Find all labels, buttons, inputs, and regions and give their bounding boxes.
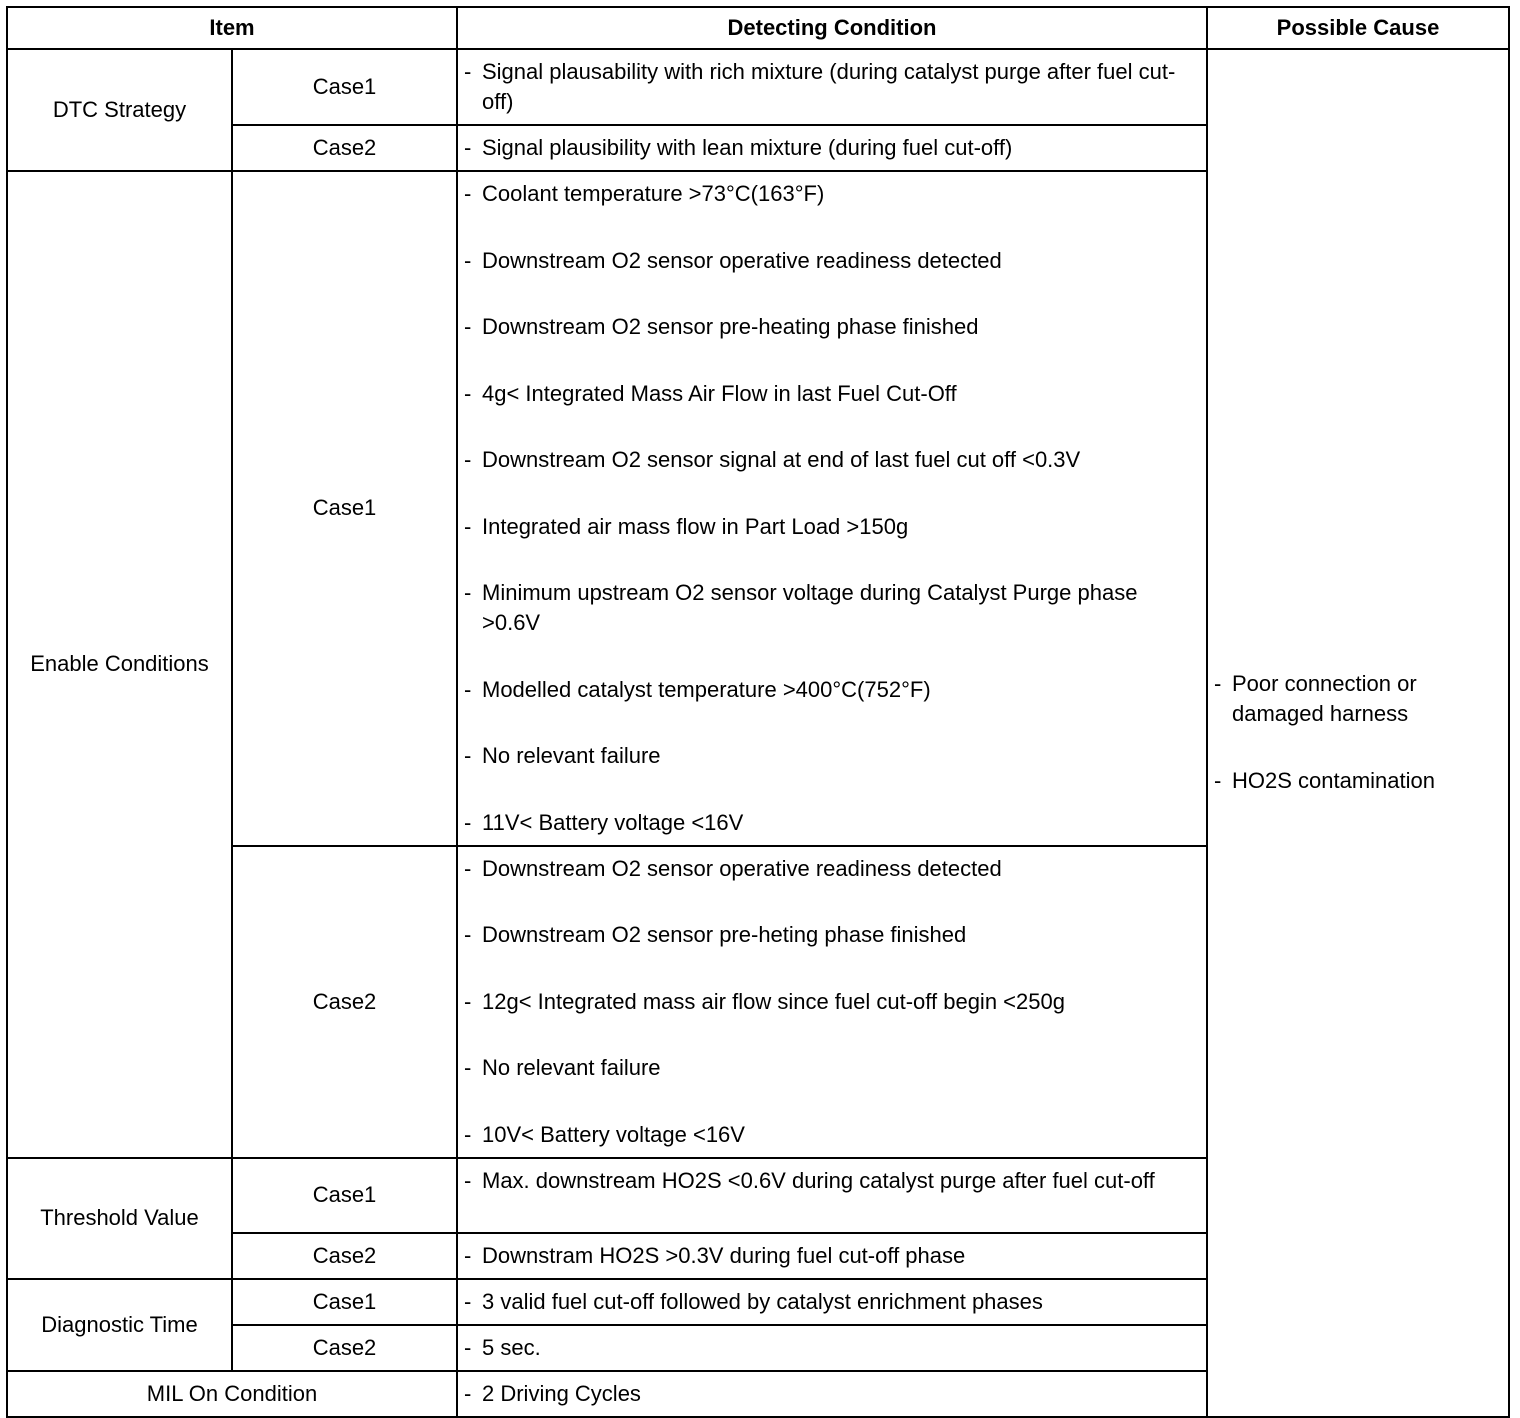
condition-item: - 10V< Battery voltage <16V: [464, 1120, 1200, 1150]
condition-item: - Max. downstream HO2S <0.6V during catalyst purge after fuel cut-off: [464, 1166, 1200, 1196]
condition-cell: [457, 846, 1207, 1158]
condition-cell: [457, 49, 1207, 125]
dash-marker: -: [464, 447, 472, 472]
dash-marker: -: [464, 1242, 472, 1268]
dash-marker: -: [464, 1167, 472, 1193]
condition-cell: [457, 125, 1207, 171]
header-detecting-condition: Detecting Condition: [457, 7, 1207, 49]
condition-item: - No relevant failure: [464, 741, 1200, 771]
condition-cell: [457, 1371, 1207, 1417]
condition-cell: [457, 1325, 1207, 1371]
dash-marker: -: [464, 1334, 472, 1360]
condition-item: - No relevant failure: [464, 1053, 1200, 1083]
dash-marker: -: [464, 513, 472, 539]
dash-marker: -: [1214, 768, 1222, 794]
dash-marker: -: [1214, 671, 1222, 697]
item-enable-conditions: Enable Conditions: [7, 171, 232, 1158]
header-possible-cause: Possible Cause: [1207, 7, 1509, 49]
table-row: [7, 49, 1509, 125]
dash-marker: -: [464, 247, 472, 273]
item-mil-on-condition: MIL On Condition: [7, 1371, 457, 1417]
dash-marker: -: [464, 380, 472, 406]
possible-cause-cell: [1207, 49, 1509, 1417]
condition-item: - Coolant temperature >73°C(163°F): [464, 179, 1200, 209]
condition-item: - Modelled catalyst temperature >400°C(752°F): [464, 675, 1200, 705]
condition-item: - 3 valid fuel cut-off followed by catalyst enrichment phases: [464, 1287, 1200, 1317]
case-label: Case1: [232, 49, 457, 125]
case-label: Case2: [232, 125, 457, 171]
condition-item: - Downstream O2 sensor operative readiness detected: [464, 854, 1200, 884]
dash-marker: -: [464, 1055, 472, 1080]
condition-cell: [457, 1233, 1207, 1279]
condition-item: - Downstream O2 sensor operative readiness detected: [464, 246, 1200, 276]
condition-item: - 4g< Integrated Mass Air Flow in last Fuel Cut-Off: [464, 379, 1200, 409]
dash-marker: -: [464, 580, 472, 605]
condition-item: - Downstream O2 sensor signal at end of last fuel cut off <0.3V: [464, 445, 1200, 475]
dash-marker: -: [464, 809, 472, 835]
item-diagnostic-time: Diagnostic Time: [7, 1279, 232, 1371]
case-label: Case1: [232, 1158, 457, 1233]
condition-item: - 5 sec.: [464, 1333, 1200, 1363]
header-row: [7, 7, 1509, 49]
dash-marker: -: [464, 1380, 472, 1406]
condition-item: - Minimum upstream O2 sensor voltage during Catalyst Purge phase >0.6V: [464, 580, 1138, 635]
condition-item: - 2 Driving Cycles: [464, 1379, 1200, 1409]
item-threshold-value: Threshold Value: [7, 1158, 232, 1279]
condition-item: - Integrated air mass flow in Part Load >150g: [464, 512, 1200, 542]
condition-item: - Signal plausability with rich mixture (during catalyst purge after fuel cut-off): [464, 59, 1176, 114]
condition-item: - Downstream O2 sensor pre-heating phase finished: [464, 312, 1200, 342]
dash-marker: -: [464, 922, 472, 947]
dash-marker: -: [464, 181, 472, 206]
condition-cell: [457, 1279, 1207, 1325]
condition-item: - 12g< Integrated mass air flow since fuel cut-off begin <250g: [464, 987, 1200, 1017]
dash-marker: -: [464, 314, 472, 339]
dash-marker: -: [464, 59, 472, 84]
dash-marker: -: [464, 135, 472, 160]
dtc-table: [6, 6, 1510, 1418]
item-dtc-strategy: DTC Strategy: [7, 49, 232, 171]
case-label: Case2: [232, 1233, 457, 1279]
cause-item: - HO2S contamination: [1214, 766, 1502, 796]
case-label: Case2: [232, 846, 457, 1158]
case-label: Case1: [232, 171, 457, 846]
dash-marker: -: [464, 676, 472, 702]
cause-item: - Poor connection or damaged harness: [1214, 671, 1417, 727]
condition-item: - Downstram HO2S >0.3V during fuel cut-off phase: [464, 1241, 1200, 1271]
condition-cell: [457, 1158, 1207, 1233]
case-label: Case1: [232, 1279, 457, 1325]
dash-marker: -: [464, 743, 472, 768]
dash-marker: -: [464, 988, 472, 1014]
condition-item: - Signal plausibility with lean mixture (during fuel cut-off): [464, 133, 1200, 163]
case-label: Case2: [232, 1325, 457, 1371]
condition-item: - Downstream O2 sensor pre-heting phase finished: [464, 920, 1200, 950]
dash-marker: -: [464, 1288, 472, 1314]
dash-marker: -: [464, 855, 472, 881]
header-item: Item: [7, 7, 457, 49]
condition-cell: [457, 171, 1207, 846]
condition-item: - 11V< Battery voltage <16V: [464, 808, 1200, 838]
dash-marker: -: [464, 1121, 472, 1147]
